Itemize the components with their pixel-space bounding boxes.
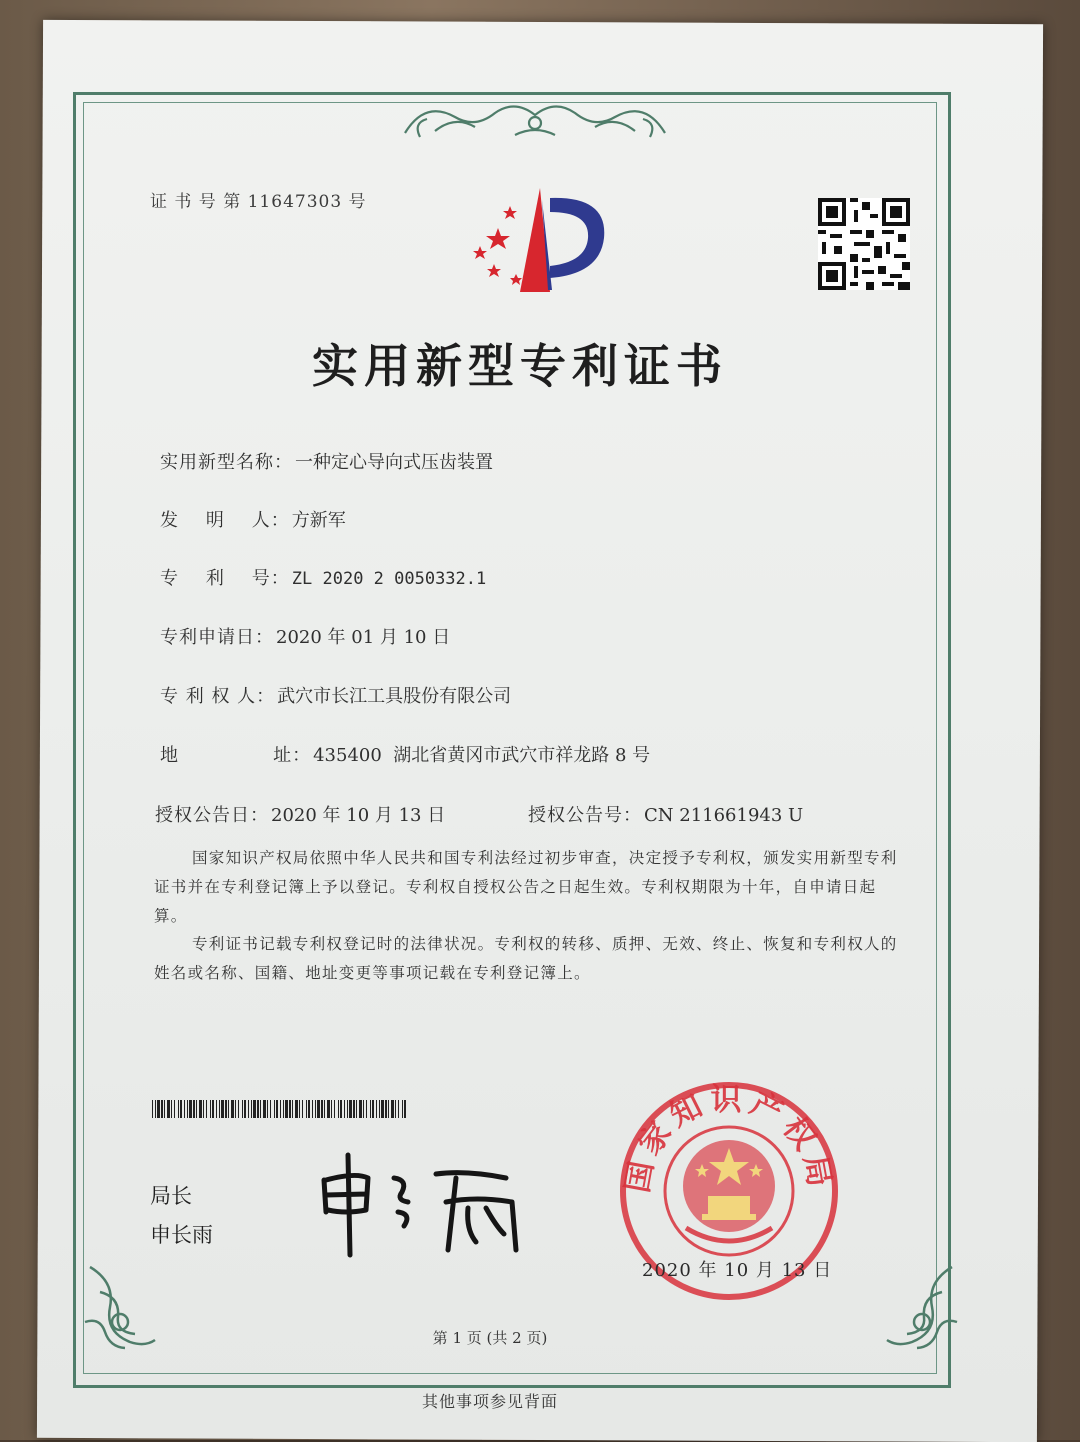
field-value: ZL 2020 2 0050332.1 bbox=[291, 569, 487, 589]
field-label: 发 明 人： bbox=[160, 510, 290, 531]
field-value: CN 211661943 U bbox=[644, 805, 804, 826]
field-label: 地 址： bbox=[160, 745, 312, 766]
certificate-number: 证 书 号 第 11647303 号 bbox=[150, 192, 367, 212]
paragraph-legal-status: 专利证书记载专利权登记时的法律状况。专利权的转移、质押、无效、终止、恢复和专利权人的姓名或名称、国籍、地址变更等事项记载在专利登记簿上。 bbox=[154, 935, 898, 982]
field-application-date bbox=[160, 623, 450, 649]
director-name: 申长雨 bbox=[150, 1223, 213, 1247]
top-ornament-icon bbox=[395, 95, 675, 145]
barcode-icon bbox=[152, 1100, 408, 1118]
field-patentee bbox=[160, 682, 511, 708]
field-label: 实用新型名称： bbox=[160, 452, 293, 473]
field-patent-number bbox=[160, 564, 486, 590]
field-value: 一种定心导向式压齿装置 bbox=[295, 452, 493, 473]
field-inventor bbox=[160, 506, 346, 532]
field-label: 专 利 号： bbox=[160, 568, 290, 589]
director-title: 局长 bbox=[150, 1184, 192, 1208]
certificate-title: 实用新型专利证书 bbox=[312, 339, 728, 393]
field-value: 2020 年 01 月 10 日 bbox=[276, 627, 451, 648]
field-address bbox=[160, 741, 650, 767]
field-value: 武穴市长江工具股份有限公司 bbox=[277, 686, 512, 707]
field-label: 授权公告日： bbox=[155, 805, 269, 826]
signature-icon bbox=[316, 1150, 536, 1260]
field-grant-date bbox=[155, 801, 445, 827]
footer-note: 其他事项参见背面 bbox=[421, 1392, 558, 1411]
qr-code-icon bbox=[818, 198, 910, 290]
paragraph-grant: 国家知识产权局依照中华人民共和国专利法经过初步审查，决定授予专利权，颁发实用新型专利证书并在专利登记簿上予以登记。专利权自授权公告之日起生效。专利权期限为十年，自申请日起算。 bbox=[154, 849, 898, 925]
field-label: 专 利 权 人： bbox=[160, 686, 276, 707]
field-value: 435400 湖北省黄冈市武穴市祥龙路 8 号 bbox=[313, 745, 651, 766]
field-value: 2020 年 10 月 13 日 bbox=[271, 805, 446, 826]
seal-text: 国家知识产权局 bbox=[619, 1082, 839, 1196]
bottom-right-ornament-icon bbox=[882, 1262, 962, 1352]
field-value: 方新军 bbox=[291, 510, 346, 531]
seal-date: 2020 年 10 月 13 日 bbox=[642, 1260, 833, 1281]
patent-office-logo-icon bbox=[458, 180, 608, 298]
page-number: 第 1 页 (共 2 页) bbox=[432, 1329, 548, 1347]
field-label: 授权公告号： bbox=[528, 805, 642, 826]
bottom-left-ornament-icon bbox=[80, 1262, 160, 1352]
field-utility-model-name bbox=[160, 448, 493, 474]
field-label: 专利申请日： bbox=[160, 627, 274, 648]
field-announcement-number bbox=[528, 801, 803, 827]
